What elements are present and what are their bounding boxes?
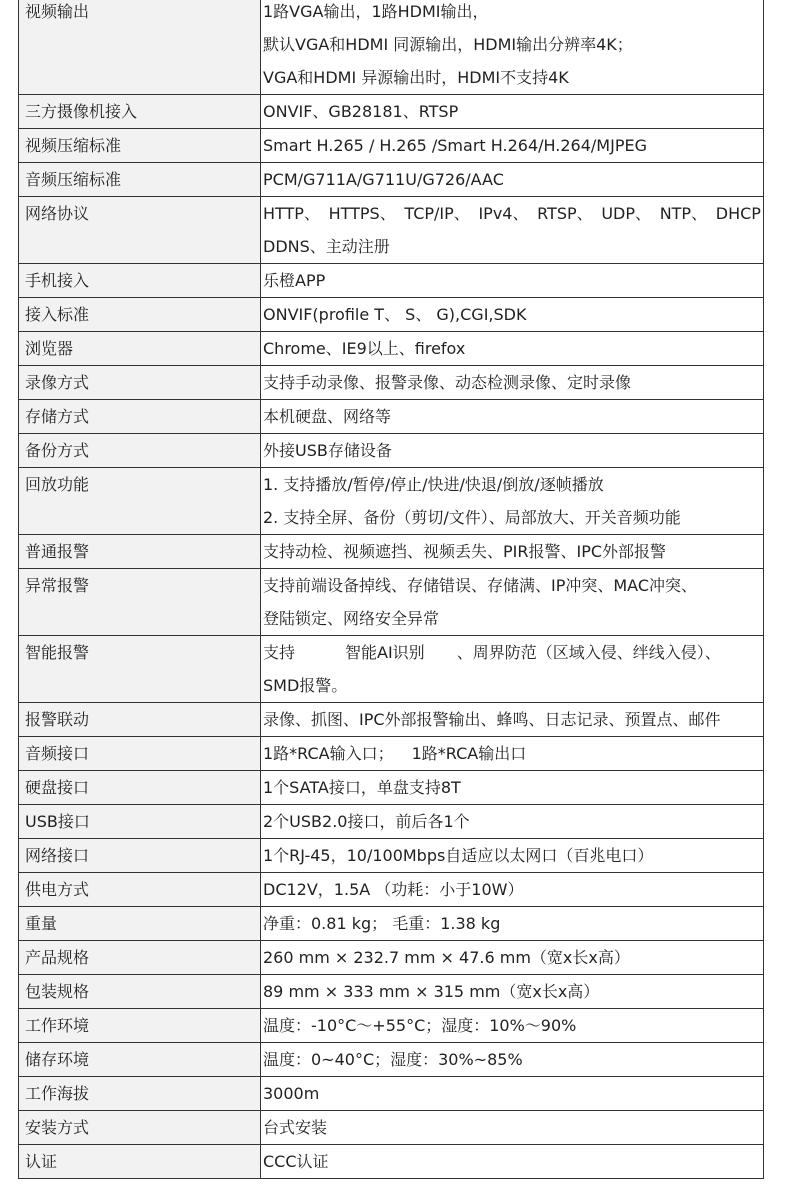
value-line: 3000m [263,1084,320,1103]
table-row [19,129,764,163]
row-value [261,129,764,163]
row-value [261,366,764,400]
value-line: 1个RJ-45，10/100Mbps自适应以太网口（百兆电口） [263,846,654,865]
table-row [19,1009,764,1043]
row-label: 工作海拔 [19,1077,261,1111]
value-line: 2. 支持全屏、备份（剪切/文件）、局部放大、开关音频功能 [263,508,681,527]
row-label: 备份方式 [19,434,261,468]
row-value [261,434,764,468]
value-line: Chrome、IE9以上、firefox [263,339,466,358]
value-line: 乐橙APP [263,271,326,290]
protocol-item: DHCP [715,204,761,223]
audio-output: 1路*RCA输出口 [411,744,527,763]
table-row [19,163,764,197]
table-row [19,975,764,1009]
protocol-item: UDP、 [601,204,652,223]
row-label: 三方摄像机接入 [19,95,261,129]
table-row [19,298,764,332]
row-value [261,264,764,298]
protocol-item: HTTP、 [263,204,320,223]
row-label: 储存环境 [19,1043,261,1077]
table-row [19,941,764,975]
value-line: 外接USB存储设备 [263,441,392,460]
row-value [261,1145,764,1179]
value-line: CCC认证 [263,1152,329,1171]
row-label: 视频压缩标准 [19,129,261,163]
row-value [261,0,764,95]
value-line: Smart H.265 / H.265 /Smart H.264/H.264/MJPEG [263,136,647,155]
table-row [19,907,764,941]
table-row [19,737,764,771]
table-row [19,366,764,400]
row-label: 包装规格 [19,975,261,1009]
value-line: 支持手动录像、报警录像、动态检测录像、定时录像 [263,373,632,392]
value-line: ONVIF、GB28181、RTSP [263,102,459,121]
row-value [261,941,764,975]
table-row [19,873,764,907]
value-line: VGA和HDMI 异源输出时，HDMI不支持4K [263,68,569,87]
table-row [19,1145,764,1179]
smart-line [263,636,763,669]
audio-line [263,737,763,770]
value-line: 默认VGA和HDMI 同源输出，HDMI输出分辨率4K； [263,35,633,54]
value-line: 登陆锁定、网络安全异常 [263,609,440,628]
row-value [261,805,764,839]
table-row [19,569,764,636]
table-row [19,839,764,873]
row-value [261,535,764,569]
protocol-line [263,197,763,230]
row-label: 重量 [19,907,261,941]
value-line: 支持前端设备掉线、存储错误、存储满、IP冲突、MAC冲突、 [263,576,698,595]
value-line: ONVIF(profile T、 S、 G),CGI,SDK [263,305,527,324]
value-line: 1. 支持播放/暂停/停止/快进/快退/倒放/逐帧播放 [263,475,604,494]
row-label: USB接口 [19,805,261,839]
row-value [261,298,764,332]
row-label: 工作环境 [19,1009,261,1043]
row-label: 手机接入 [19,264,261,298]
value-line: 260 mm × 232.7 mm × 47.6 mm（宽x长x高） [263,948,630,967]
row-label: 普通报警 [19,535,261,569]
value-line: 净重：0.81 kg； 毛重：1.38 kg [263,914,501,933]
value-line: 温度：0~40°C；湿度：30%~85% [263,1050,523,1069]
row-label: 录像方式 [19,366,261,400]
value-line: 台式安装 [263,1118,328,1137]
value-line: PCM/G711A/G711U/G726/AAC [263,170,504,189]
table-row [19,771,764,805]
row-label: 硬盘接口 [19,771,261,805]
table-row [19,0,764,95]
row-value [261,1043,764,1077]
row-label: 供电方式 [19,873,261,907]
value-line: 支持动检、视频遮挡、视频丢失、PIR报警、IPC外部报警 [263,542,667,561]
value-line: SMD报警。 [263,676,348,695]
row-value [261,95,764,129]
table-row [19,636,764,703]
value-line: 本机硬盘、网络等 [263,407,392,426]
row-label: 智能报警 [19,636,261,703]
row-value [261,400,764,434]
spec-table [18,0,764,1179]
row-label: 网络协议 [19,197,261,264]
row-label: 音频接口 [19,737,261,771]
row-label: 认证 [19,1145,261,1179]
row-label: 回放功能 [19,468,261,535]
row-label: 报警联动 [19,703,261,737]
row-value [261,468,764,535]
row-value [261,1111,764,1145]
row-value [261,1077,764,1111]
value-line: DDNS、主动注册 [263,237,390,256]
row-label: 视频输出 [19,0,261,95]
table-row [19,197,764,264]
table-row [19,264,764,298]
audio-input: 1路*RCA输入口； [263,744,394,763]
row-value [261,636,764,703]
row-label: 存储方式 [19,400,261,434]
row-label: 异常报警 [19,569,261,636]
table-row [19,535,764,569]
row-label: 音频压缩标准 [19,163,261,197]
row-value [261,1009,764,1043]
smart-part: 支持 [263,643,296,662]
table-row [19,1111,764,1145]
protocol-item: HTTPS、 [328,204,396,223]
table-row [19,468,764,535]
protocol-item: TCP/IP、 [404,204,470,223]
protocol-item: RTSP、 [537,204,593,223]
value-line: 2个USB2.0接口，前后各1个 [263,812,470,831]
table-row [19,434,764,468]
row-value [261,771,764,805]
table-row [19,703,764,737]
table-row [19,332,764,366]
row-value [261,737,764,771]
protocol-item: NTP、 [659,204,708,223]
row-label: 浏览器 [19,332,261,366]
value-line: 1个SATA接口，单盘支持8T [263,778,461,797]
value-line: DC12V，1.5A （功耗：小于10W） [263,880,524,899]
row-value [261,839,764,873]
table-row [19,1077,764,1111]
value-line: 温度：-10°C～+55°C；湿度：10%～90% [263,1016,577,1035]
value-line: 1路VGA输出，1路HDMI输出， [263,2,489,21]
smart-part: 、周界防范（区域入侵、绊线入侵）、 [456,643,721,662]
row-label: 产品规格 [19,941,261,975]
table-row [19,95,764,129]
row-label: 网络接口 [19,839,261,873]
protocol-item: IPv4、 [478,204,529,223]
row-value [261,975,764,1009]
table-row [19,805,764,839]
table-row [19,400,764,434]
row-value [261,332,764,366]
row-value [261,163,764,197]
value-line: 89 mm × 333 mm × 315 mm（宽x长x高） [263,982,600,1001]
row-label: 安装方式 [19,1111,261,1145]
row-value [261,569,764,636]
row-value [261,197,764,264]
value-line: 录像、抓图、IPC外部报警输出、蜂鸣、日志记录、预置点、邮件 [263,710,721,729]
row-label: 接入标准 [19,298,261,332]
row-value [261,907,764,941]
table-row [19,1043,764,1077]
row-value [261,703,764,737]
row-value [261,873,764,907]
smart-part: 智能AI识别 [345,643,425,662]
